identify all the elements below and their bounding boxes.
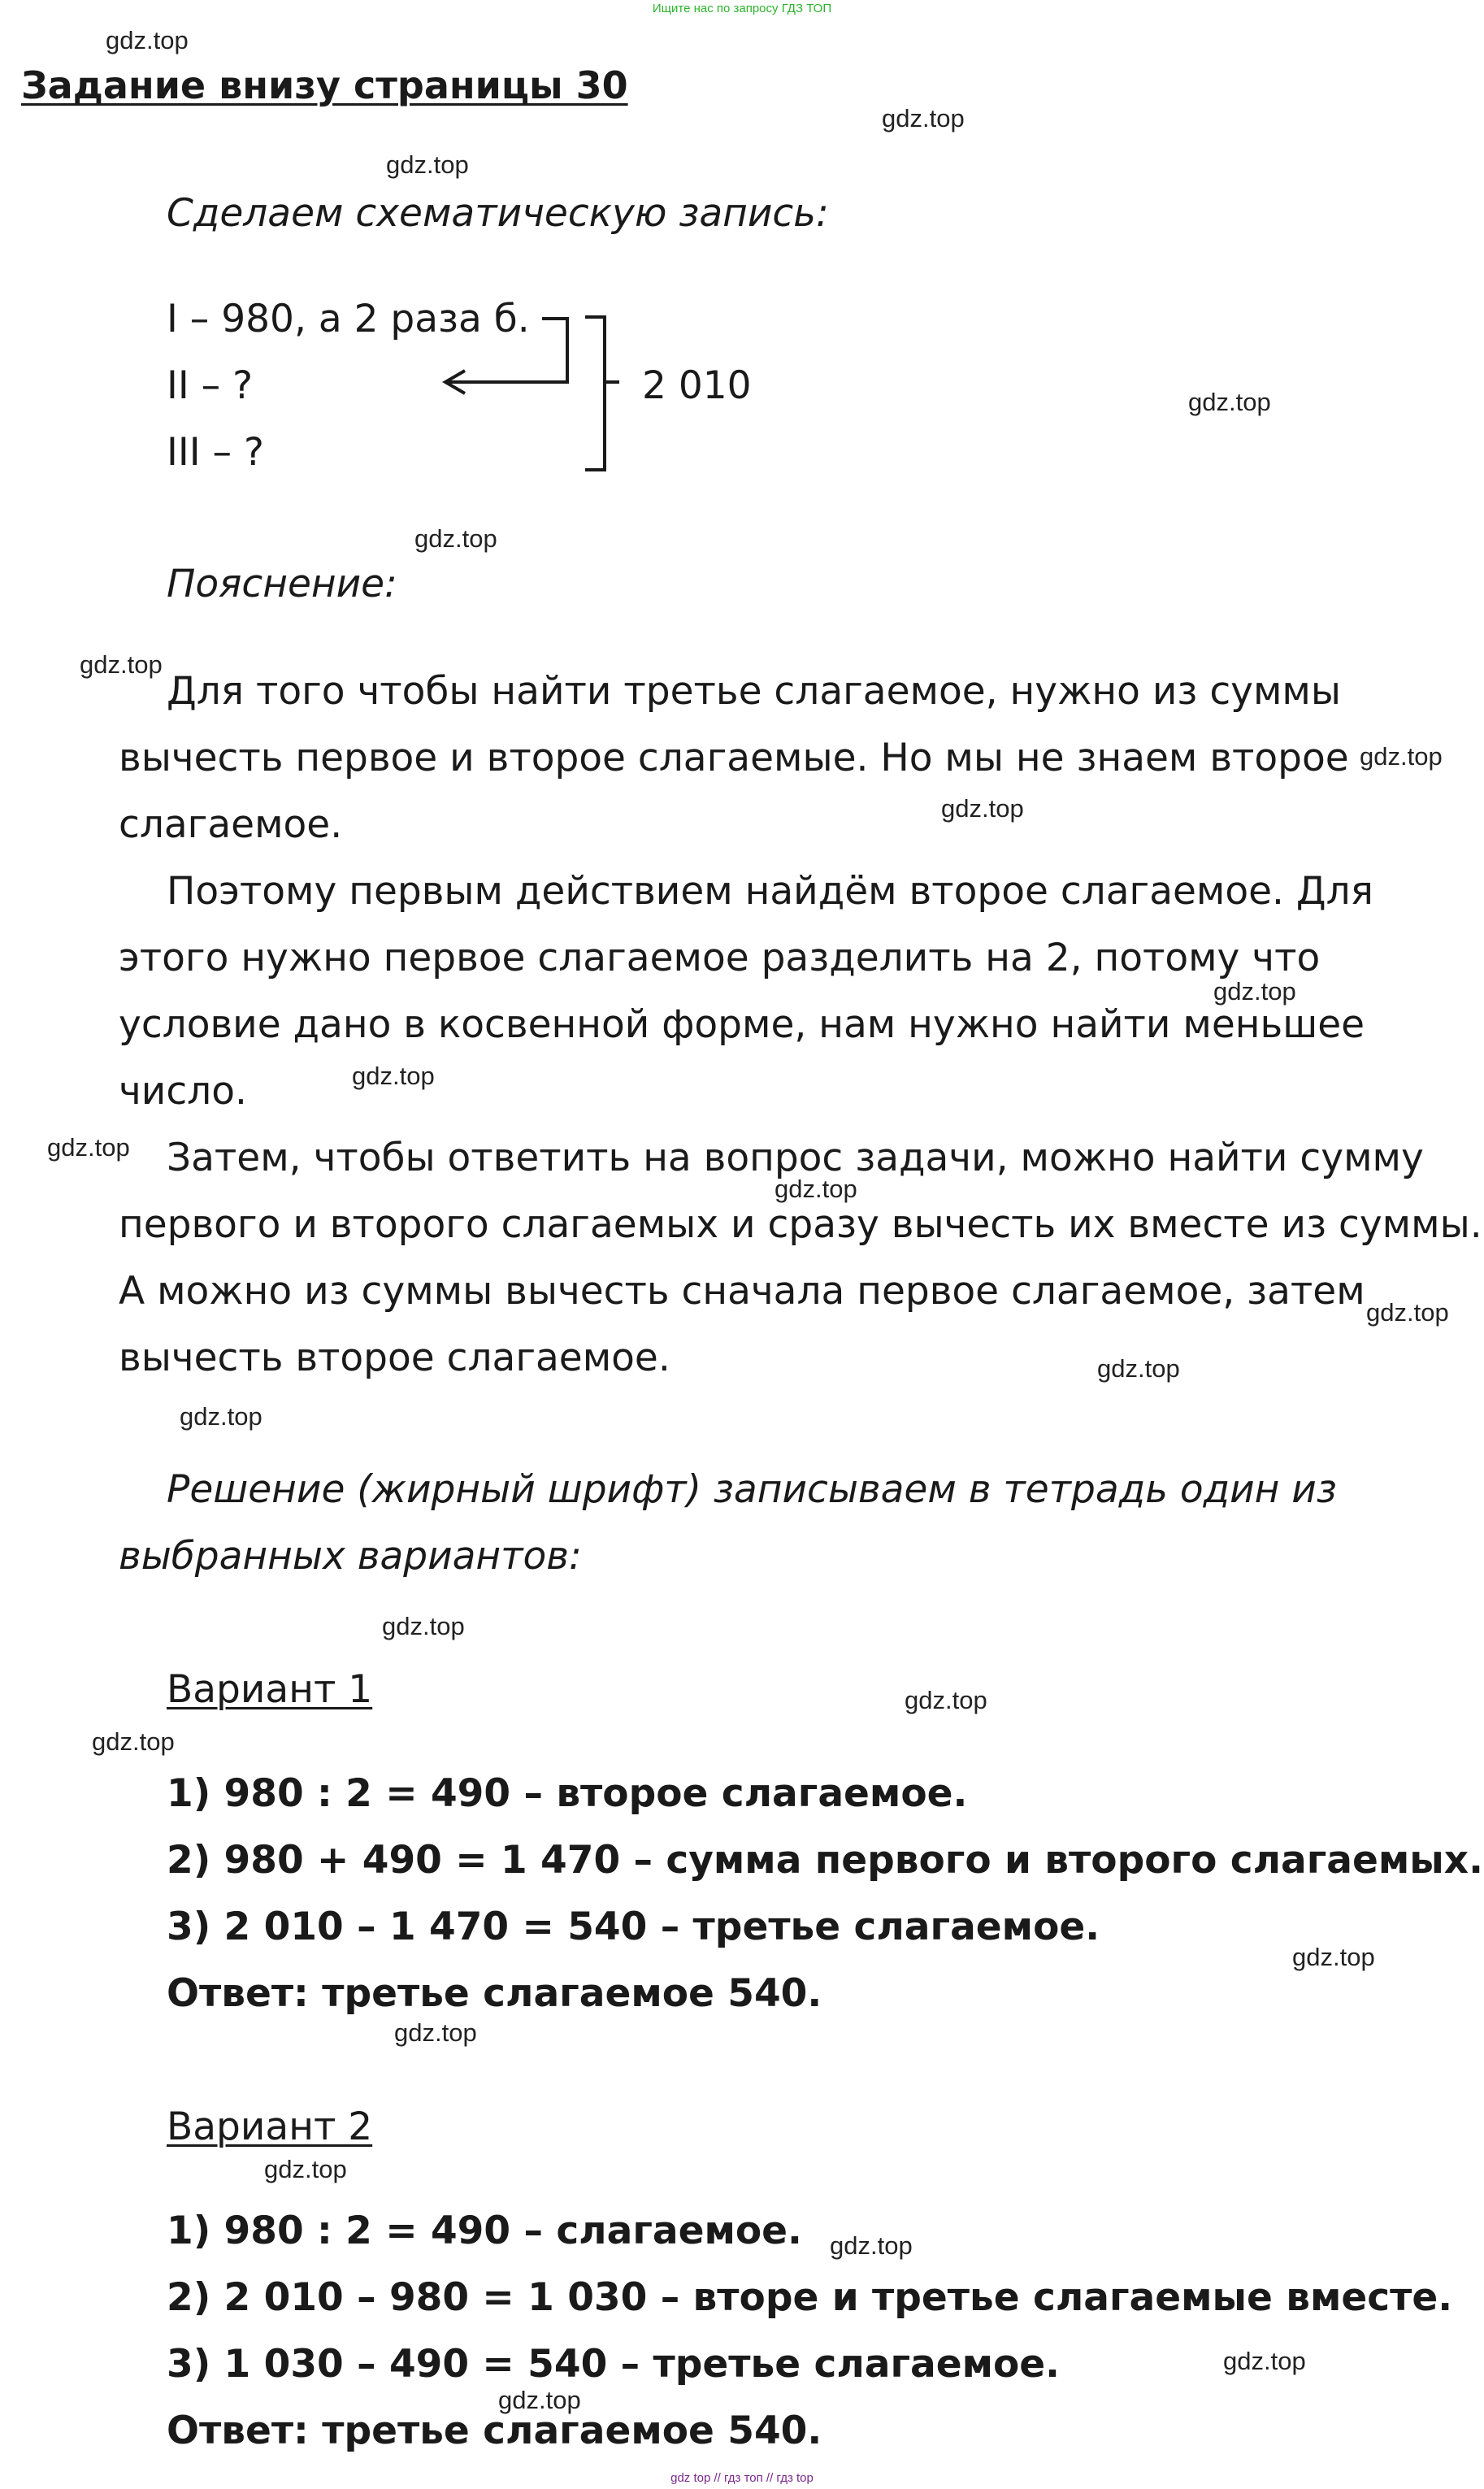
- watermark: gdz.top: [882, 104, 965, 132]
- scheme-lines: [0, 0, 1484, 569]
- solution-intro-line-1: Решение (жирный шрифт) записываем в тетрадь один из: [167, 1467, 1337, 1512]
- watermark: gdz.top: [905, 1686, 987, 1714]
- paragraph-2-line-1: Поэтому первым действием найдём второе слагаемое. Для: [167, 869, 1373, 914]
- watermark: gdz.top: [47, 1133, 130, 1162]
- watermark: gdz.top: [1360, 742, 1443, 771]
- paragraph-3-line-3: А можно из суммы вычесть сначала первое слагаемое, затем: [119, 1269, 1365, 1314]
- variant-1-step-2: 2) 980 + 490 = 1 470 – сумма первого и второго слагаемых.: [167, 1838, 1483, 1883]
- solution-intro-line-2: выбранных вариантов:: [119, 1534, 582, 1579]
- watermark: gdz.top: [1097, 1354, 1180, 1383]
- variant-1-step-3: 3) 2 010 – 1 470 = 540 – третье слагаемое.: [167, 1905, 1100, 1949]
- scheme-line-2: II – ?: [167, 363, 254, 408]
- watermark: gdz.top: [92, 1727, 175, 1756]
- page-title: Задание внизу страницы 30: [21, 63, 628, 107]
- variant-2-answer: Ответ: третье слагаемое 540.: [167, 2409, 822, 2453]
- variant-1-step-1: 1) 980 : 2 = 490 – второе слагаемое.: [167, 1771, 968, 1816]
- watermark: gdz.top: [352, 1062, 435, 1090]
- watermark: gdz.top: [1292, 1943, 1375, 1971]
- explanation-heading: Пояснение:: [167, 562, 397, 606]
- watermark: gdz.top: [386, 150, 469, 179]
- variant-1-title: Вариант 1: [167, 1667, 373, 1712]
- paragraph-1-line-2: вычесть первое и второе слагаемые. Но мы не знаем второе: [119, 736, 1349, 780]
- paragraph-3-line-4: вычесть второе слагаемое.: [119, 1336, 670, 1380]
- paragraph-3-line-2: первого и второго слагаемых и сразу вычесть их вместе из суммы.: [119, 1202, 1482, 1247]
- watermark: gdz.top: [941, 794, 1024, 823]
- watermark: gdz.top: [1188, 388, 1271, 416]
- watermark: gdz.top: [1223, 2347, 1306, 2375]
- variant-2-step-1: 1) 980 : 2 = 490 – слагаемое.: [167, 2209, 802, 2253]
- scheme-line-1: I – 980, а 2 раза б.: [167, 297, 530, 341]
- watermark: gdz.top: [498, 2386, 581, 2414]
- paragraph-3-line-1: Затем, чтобы ответить на вопрос задачи, можно найти сумму: [167, 1136, 1424, 1180]
- watermark: gdz.top: [180, 1402, 263, 1431]
- watermark: gdz.top: [264, 2155, 347, 2183]
- paragraph-1-line-1: Для того чтобы найти третье слагаемое, нужно из суммы: [167, 669, 1341, 714]
- brace-icon: [585, 317, 619, 470]
- watermark: gdz.top: [80, 650, 163, 679]
- top-search-note: Ищите нас по запросу ГДЗ ТОП: [652, 2, 832, 15]
- paragraph-2-line-3: условие дано в косвенной форме, нам нужно найти меньшее: [119, 1002, 1365, 1047]
- variant-1-answer: Ответ: третье слагаемое 540.: [167, 1971, 822, 2016]
- watermark: gdz.top: [1366, 1298, 1449, 1327]
- scheme-heading: Сделаем схематическую запись:: [167, 191, 829, 236]
- arrow-icon: [445, 319, 567, 393]
- paragraph-2-line-2: этого нужно первое слагаемое разделить на 2, потому что: [119, 936, 1321, 980]
- scheme-total: 2 010: [642, 363, 752, 408]
- watermark: gdz.top: [414, 524, 497, 553]
- scheme-line-3: III – ?: [167, 430, 264, 475]
- variant-2-step-2: 2) 2 010 – 980 = 1 030 – вторе и третье слагаемые вместе.: [167, 2275, 1453, 2320]
- paragraph-2-line-4: число.: [119, 1069, 247, 1114]
- watermark: gdz.top: [394, 2018, 477, 2047]
- variant-2-title: Вариант 2: [167, 2105, 373, 2149]
- watermark: gdz.top: [1213, 977, 1296, 1006]
- paragraph-1-line-3: слагаемое.: [119, 802, 343, 847]
- bottom-note: gdz top // гдз топ // гдз top: [670, 2471, 814, 2485]
- watermark: gdz.top: [382, 1612, 465, 1640]
- watermark: gdz.top: [775, 1175, 857, 1203]
- variant-2-step-3: 3) 1 030 – 490 = 540 – третье слагаемое.: [167, 2342, 1061, 2387]
- watermark: gdz.top: [106, 26, 189, 54]
- watermark: gdz.top: [830, 2231, 913, 2260]
